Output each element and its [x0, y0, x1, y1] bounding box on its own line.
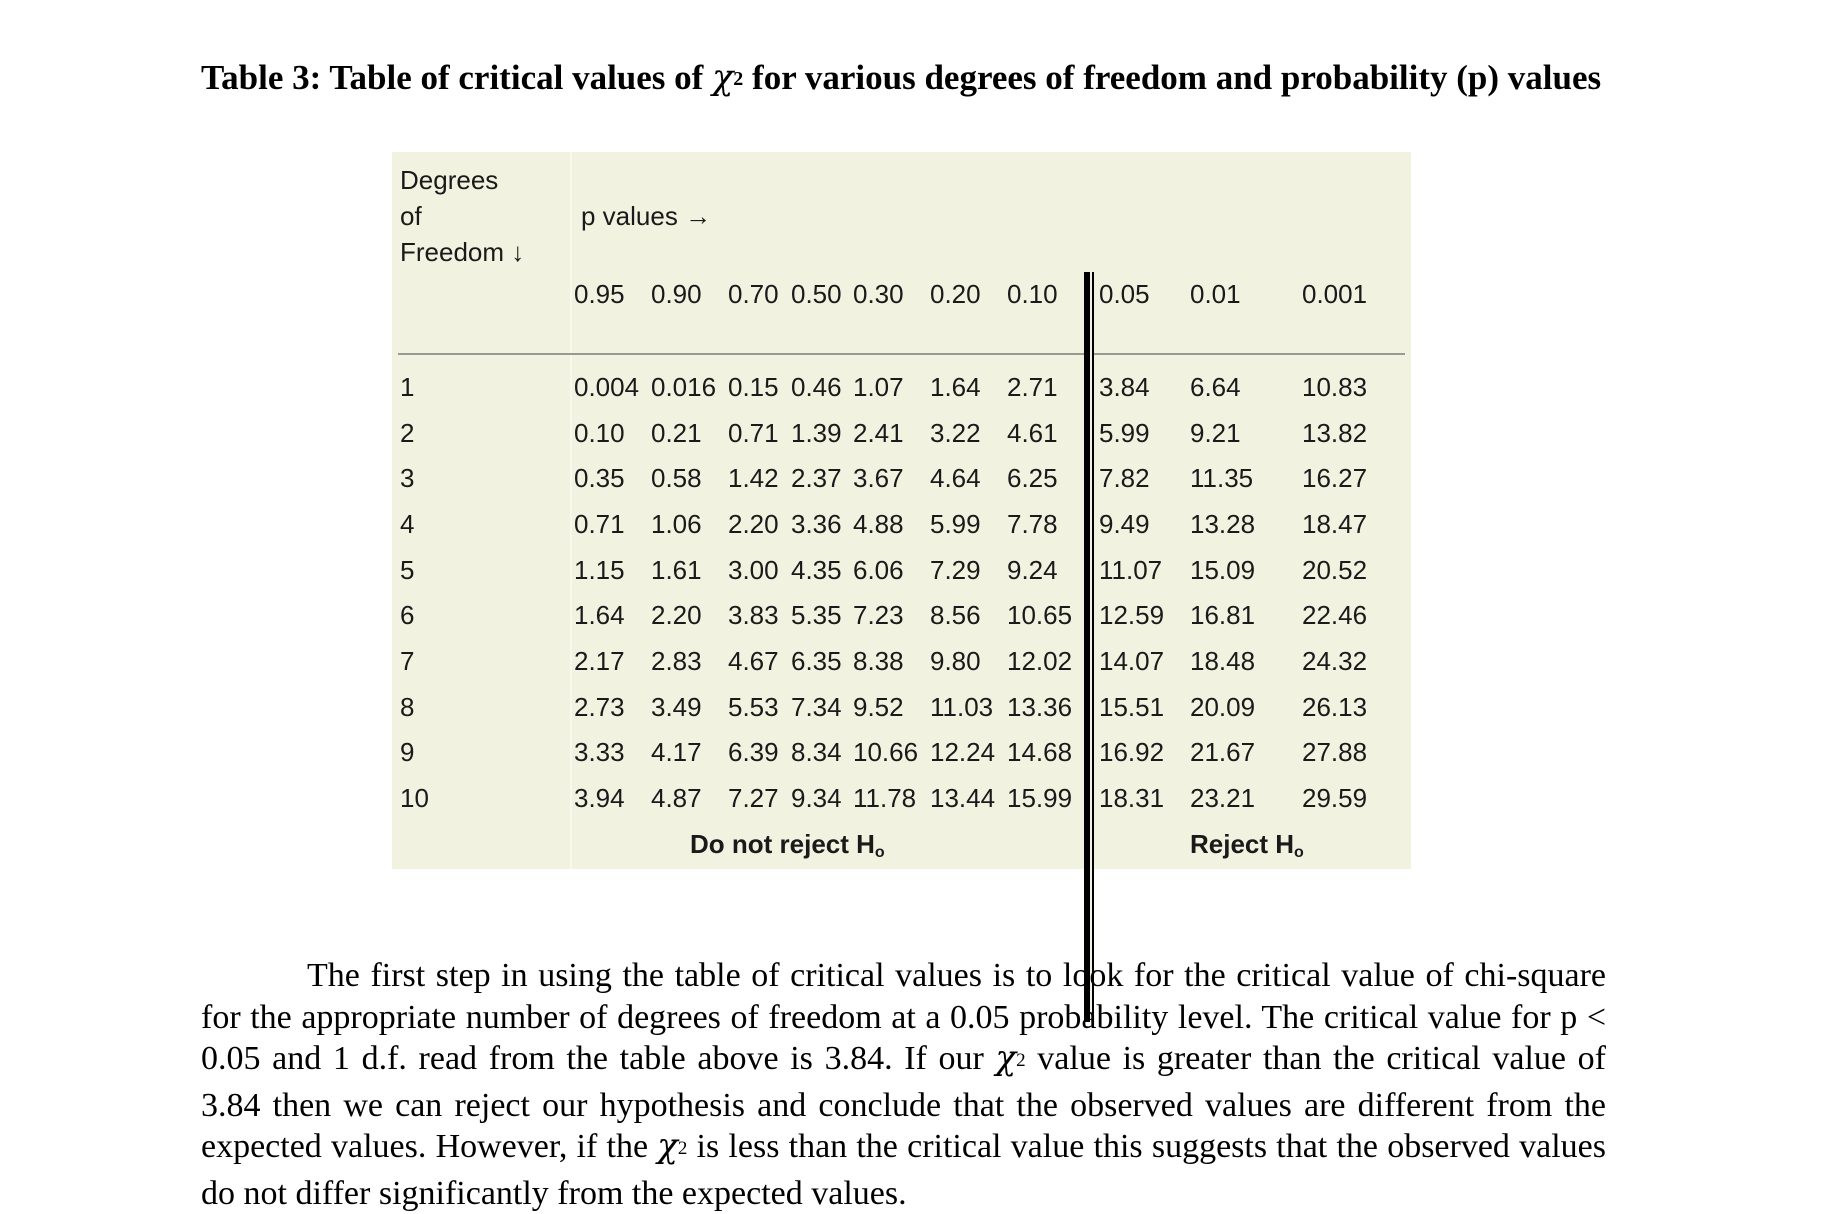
p-value-header-cell: 0.10 [1007, 279, 1058, 309]
critical-value-cell: 18.31 [1099, 783, 1165, 813]
critical-value-cell: 20.52 [1302, 555, 1368, 585]
critical-value-cell: 4.87 [651, 783, 702, 813]
critical-value-cell: 14.07 [1099, 646, 1165, 676]
critical-value-cell: 9.21 [1190, 418, 1241, 448]
footer-do-not-reject-text: Do not reject H [690, 829, 875, 859]
critical-value-cell: 11.03 [930, 692, 994, 722]
footer-reject [1190, 829, 1304, 862]
critical-value-cell: 9.24 [1007, 555, 1058, 585]
chi-symbol: χ [712, 58, 734, 98]
df-cell: 3 [400, 463, 415, 493]
critical-value-cell: 16.92 [1099, 737, 1165, 767]
paragraph-part-2: value is greater than the critical value of 3.84 then we can reject our hypothesis and conclude that the observed values are different from the expected values. However, if the [201, 1040, 1606, 1165]
critical-value-cell: 0.71 [574, 509, 625, 539]
header-rule [398, 353, 1405, 355]
critical-value-cell: 4.64 [930, 463, 981, 493]
critical-value-cell: 0.46 [791, 372, 842, 402]
p-value-header-cell: 0.90 [651, 279, 702, 309]
table-caption [201, 54, 1606, 107]
critical-value-cell: 5.99 [1099, 418, 1150, 448]
critical-value-cell: 12.59 [1099, 600, 1165, 630]
critical-value-cell: 1.06 [651, 509, 702, 539]
p-value-header-cell: 0.50 [791, 279, 842, 309]
df-cell: 5 [400, 555, 415, 585]
column-separator [570, 152, 572, 869]
critical-value-cell: 0.004 [574, 372, 640, 402]
critical-value-cell: 3.94 [574, 783, 625, 813]
critical-value-cell: 13.82 [1302, 418, 1368, 448]
critical-value-cell: 3.49 [651, 692, 702, 722]
paragraph-part-1: The first step in using the table of critical values is to look for the critical value of chi-square for the appropriate number of degrees of freedom at a 0.05 probability level. The critical value for p < 0.05 and 1 d.f. read from the table above is 3.84. If our [201, 957, 1606, 1077]
critical-value-cell: 6.35 [791, 646, 842, 676]
critical-value-cell: 24.32 [1302, 646, 1368, 676]
df-header-line-3: Freedom ↓ [400, 237, 525, 267]
critical-value-cell: 6.39 [728, 737, 779, 767]
critical-value-cell: 3.36 [791, 509, 842, 539]
critical-value-cell: 14.68 [1007, 737, 1073, 767]
critical-value-cell: 4.35 [791, 555, 842, 585]
df-cell: 9 [400, 737, 415, 767]
critical-value-cell: 3.22 [930, 418, 981, 448]
critical-value-cell: 26.13 [1302, 692, 1368, 722]
critical-value-cell: 7.23 [853, 600, 904, 630]
critical-value-cell: 7.27 [728, 783, 779, 813]
critical-value-cell: 1.39 [791, 418, 842, 448]
df-header-line-1: Degrees [400, 165, 499, 195]
critical-value-cell: 16.81 [1190, 600, 1256, 630]
critical-value-cell: 0.58 [651, 463, 702, 493]
critical-value-cell: 0.71 [728, 418, 779, 448]
critical-value-cell: 21.67 [1190, 737, 1256, 767]
critical-value-cell: 13.36 [1007, 692, 1073, 722]
critical-value-cell: 23.21 [1190, 783, 1256, 813]
critical-values-table [392, 152, 1411, 869]
critical-value-cell: 9.49 [1099, 509, 1150, 539]
critical-value-cell: 9.80 [930, 646, 981, 676]
critical-value-cell: 2.41 [853, 418, 904, 448]
p-value-header-cell: 0.70 [728, 279, 779, 309]
critical-value-cell: 4.67 [728, 646, 779, 676]
critical-value-cell: 1.07 [853, 372, 904, 402]
critical-value-cell: 8.34 [791, 737, 842, 767]
critical-value-cell: 11.35 [1190, 463, 1254, 493]
p-values-header: p values → [581, 201, 712, 231]
critical-value-cell: 3.00 [728, 555, 779, 585]
df-cell: 10 [400, 783, 429, 813]
p-value-header-cell: 0.95 [574, 279, 625, 309]
critical-value-cell: 8.38 [853, 646, 904, 676]
chi-exponent: 2 [733, 68, 744, 90]
critical-value-cell: 6.64 [1190, 372, 1241, 402]
critical-value-cell: 7.82 [1099, 463, 1150, 493]
critical-value-cell: 4.17 [651, 737, 702, 767]
critical-value-cell: 5.53 [728, 692, 779, 722]
critical-value-cell: 20.09 [1190, 692, 1256, 722]
critical-value-cell: 8.56 [930, 600, 981, 630]
critical-value-cell: 15.51 [1099, 692, 1165, 722]
critical-value-cell: 0.15 [728, 372, 779, 402]
critical-value-cell: 2.20 [651, 600, 702, 630]
critical-value-cell: 16.27 [1302, 463, 1368, 493]
critical-value-cell: 3.84 [1099, 372, 1150, 402]
critical-value-cell: 0.21 [651, 418, 702, 448]
critical-value-cell: 3.83 [728, 600, 779, 630]
p-value-header-cell: 0.20 [930, 279, 981, 309]
critical-value-cell: 13.28 [1190, 509, 1256, 539]
critical-value-cell: 2.20 [728, 509, 779, 539]
df-header-line-2: of [400, 201, 422, 231]
critical-value-cell: 6.25 [1007, 463, 1058, 493]
p-value-header-cell: 0.05 [1099, 279, 1150, 309]
critical-value-cell: 1.15 [574, 555, 625, 585]
df-cell: 6 [400, 600, 415, 630]
critical-value-cell: 3.67 [853, 463, 904, 493]
caption-suffix: for various degrees of freedom and probability (p) values [743, 58, 1602, 97]
df-cell: 8 [400, 692, 415, 722]
footer-do-not-reject-sub: o [874, 844, 885, 861]
critical-value-cell: 4.88 [853, 509, 904, 539]
footer-do-not-reject [690, 829, 885, 862]
critical-value-cell: 15.09 [1190, 555, 1256, 585]
critical-value-cell: 2.83 [651, 646, 702, 676]
critical-value-cell: 2.73 [574, 692, 625, 722]
critical-value-cell: 12.24 [930, 737, 996, 767]
critical-value-cell: 0.10 [574, 418, 625, 448]
critical-value-cell: 2.71 [1007, 372, 1058, 402]
df-cell: 4 [400, 509, 415, 539]
critical-value-cell: 4.61 [1007, 418, 1058, 448]
critical-value-cell: 0.35 [574, 463, 625, 493]
critical-value-cell: 7.29 [930, 555, 981, 585]
significance-divider [1084, 272, 1094, 1022]
critical-value-cell: 7.34 [791, 692, 842, 722]
df-cell: 2 [400, 418, 415, 448]
footer-reject-sub: o [1294, 844, 1304, 861]
p-value-header-cell: 0.01 [1190, 279, 1241, 309]
critical-value-cell: 2.17 [574, 646, 625, 676]
critical-value-cell: 10.83 [1302, 372, 1368, 402]
critical-value-cell: 5.35 [791, 600, 842, 630]
critical-value-cell: 18.48 [1190, 646, 1256, 676]
chi-symbol: χ [995, 1038, 1017, 1078]
chi-exponent: 2 [677, 1138, 688, 1159]
critical-value-cell: 13.44 [930, 783, 996, 813]
critical-value-cell: 10.65 [1007, 600, 1073, 630]
caption-prefix: Table 3: Table of critical values of [201, 58, 713, 97]
critical-value-cell: 0.016 [651, 372, 717, 402]
critical-value-cell: 11.78 [853, 783, 917, 813]
critical-value-cell: 1.64 [930, 372, 981, 402]
df-cell: 1 [400, 372, 415, 402]
critical-value-cell: 2.37 [791, 463, 842, 493]
critical-value-cell: 18.47 [1302, 509, 1368, 539]
critical-value-cell: 9.52 [853, 692, 904, 722]
critical-value-cell: 9.34 [791, 783, 842, 813]
critical-value-cell: 22.46 [1302, 600, 1368, 630]
df-cell: 7 [400, 646, 415, 676]
critical-value-cell: 12.02 [1007, 646, 1073, 676]
critical-value-cell: 27.88 [1302, 737, 1368, 767]
critical-value-cell: 10.66 [853, 737, 919, 767]
p-value-header-cell: 0.30 [853, 279, 904, 309]
critical-value-cell: 3.33 [574, 737, 625, 767]
critical-value-cell: 29.59 [1302, 783, 1368, 813]
chi-symbol: χ [657, 1126, 678, 1166]
body-paragraph [201, 955, 1606, 1214]
critical-value-cell: 7.78 [1007, 509, 1058, 539]
critical-value-cell: 1.64 [574, 600, 625, 630]
chi-exponent: 2 [1016, 1050, 1026, 1071]
critical-value-cell: 15.99 [1007, 783, 1073, 813]
critical-value-cell: 5.99 [930, 509, 981, 539]
footer-reject-text: Reject H [1190, 829, 1295, 859]
critical-value-cell: 11.07 [1099, 555, 1163, 585]
paragraph-part-3: is less than the critical value this suggests that the observed values do not differ significantly from the expected values. [201, 1128, 1606, 1212]
critical-value-cell: 1.61 [651, 555, 702, 585]
critical-value-cell: 6.06 [853, 555, 904, 585]
p-value-header-cell: 0.001 [1302, 279, 1368, 309]
critical-value-cell: 1.42 [728, 463, 779, 493]
